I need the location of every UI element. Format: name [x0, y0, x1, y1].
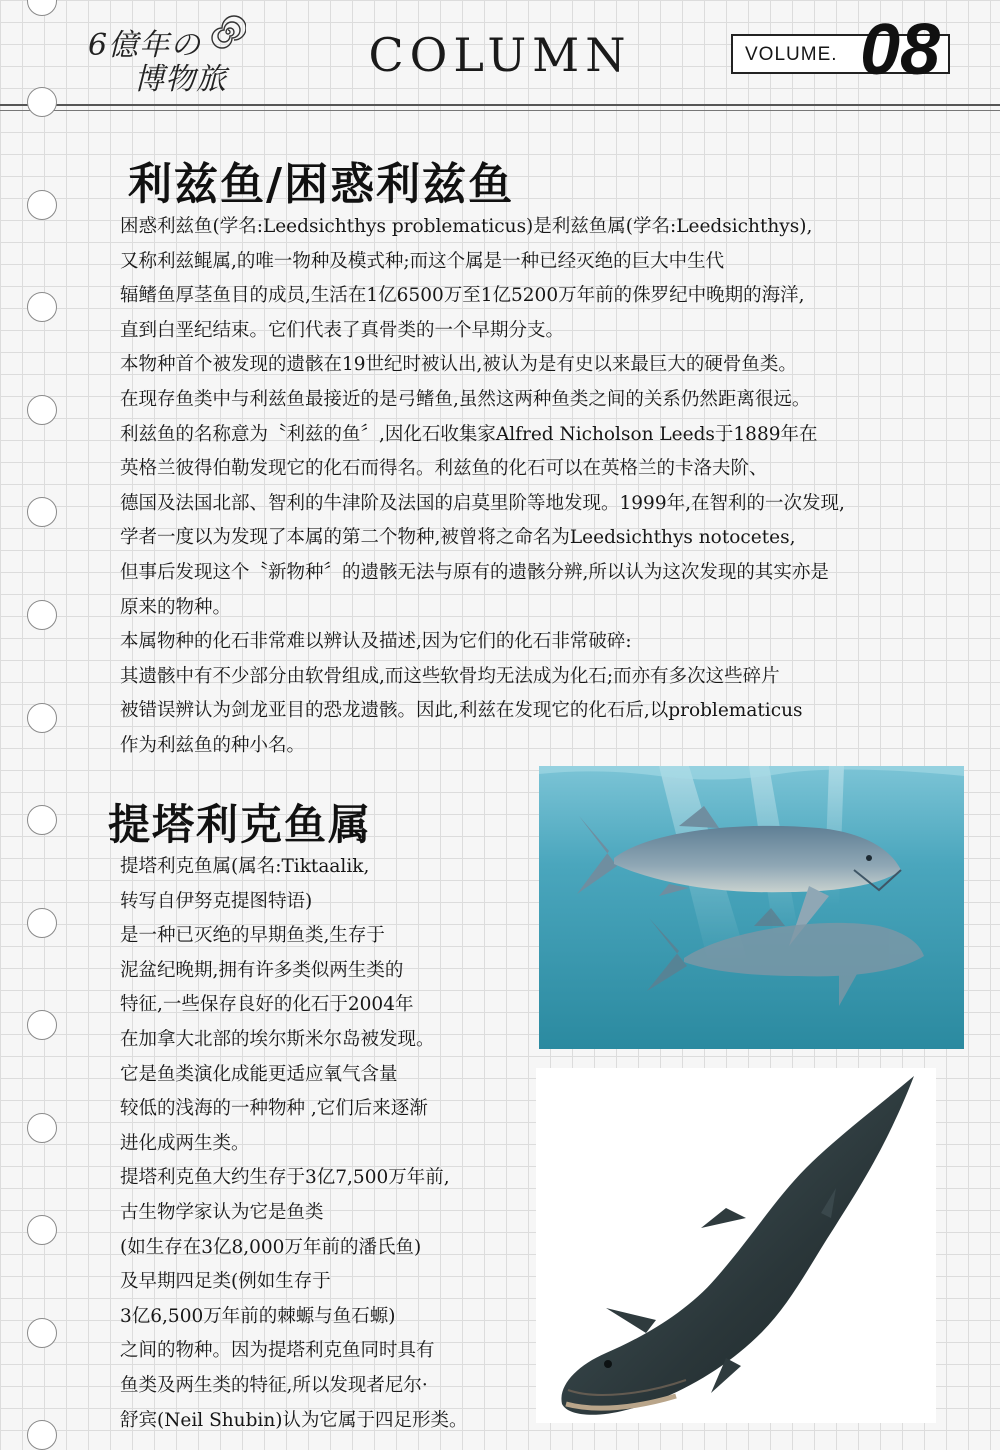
- body-line: 特征,一些保存良好的化石于2004年: [120, 994, 414, 1016]
- column-title: COLUMN: [368, 28, 632, 82]
- tiktaalik-illustration: [536, 1068, 936, 1423]
- body-line: 转写自伊努克提图特语): [120, 890, 313, 912]
- volume-number: 08: [860, 10, 941, 90]
- section-heading-leedsichthys: 利兹鱼/困惑利兹鱼: [128, 159, 515, 210]
- body-line: 直到白垩纪结束。它们代表了真骨类的一个早期分支。: [120, 319, 565, 341]
- binder-hole: [27, 805, 57, 835]
- binder-hole: [27, 1010, 57, 1040]
- body-line: 英格兰彼得伯勒发现它的化石而得名。利兹鱼的化石可以在英格兰的卡洛夫阶、: [120, 458, 768, 480]
- body-line: 是一种已灭绝的早期鱼类,生存于: [120, 925, 385, 947]
- binder-hole: [27, 1215, 57, 1245]
- body-line: 之间的物种。因为提塔利克鱼同时具有: [120, 1340, 435, 1362]
- body-line: 提塔利克鱼属(属名:Tiktaalik,: [120, 856, 370, 877]
- body-line: 利兹鱼的名称意为〝利兹的鱼〞,因化石收集家Alfred Nicholson Leeds于1889年在: [120, 423, 818, 445]
- body-line: 被错误辨认为剑龙亚目的恐龙遗骸。因此,利兹在发现它的化石后,以problematicus: [120, 700, 803, 722]
- body-line: 较低的浅海的一种物种 ,它们后来逐渐: [120, 1098, 428, 1120]
- body-line: 德国及法国北部、智利的牛津阶及法国的启莫里阶等地发现。1999年,在智利的一次发现,: [120, 492, 845, 514]
- body-line: 及早期四足类(例如生存于: [120, 1271, 331, 1293]
- leedsichthys-illustration-svg: [539, 766, 964, 1049]
- binder-hole: [27, 1318, 57, 1348]
- logo-text-line1: 6億年の: [88, 28, 202, 63]
- body-line: 又称利兹鲲属,的唯一物种及模式种;而这个属是一种已经灭绝的巨大中生代: [120, 250, 725, 272]
- body-line: 舒宾(Neil Shubin)认为它属于四足形类。: [120, 1409, 468, 1431]
- section-heading-tiktaalik: 提塔利克鱼属: [108, 800, 373, 849]
- body-line: 在现存鱼类中与利兹鱼最接近的是弓鳍鱼,虽然这两种鱼类之间的关系仍然距离很远。: [120, 388, 811, 410]
- binder-hole: [27, 292, 57, 322]
- binder-hole: [27, 497, 57, 527]
- binder-hole: [27, 1113, 57, 1143]
- body-line: 学者一度以为发现了本属的第二个物种,被曾将之命名为Leedsichthys notocetes,: [120, 527, 796, 549]
- body-line: 泥盆纪晚期,拥有许多类似两生类的: [120, 959, 404, 981]
- body-line: 辐鳍鱼厚茎鱼目的成员,生活在1亿6500万至1亿5200万年前的侏罗纪中晚期的海洋,: [120, 285, 805, 307]
- body-line: 进化成两生类。: [120, 1132, 250, 1154]
- body-line: 困惑利兹鱼(学名:Leedsichthys problematicus)是利兹鱼属(学名:Leedsichthys),: [120, 216, 813, 237]
- binder-hole: [27, 395, 57, 425]
- binder-hole: [27, 600, 57, 630]
- logo-text-line2: 博物旅: [134, 62, 227, 97]
- body-line: 其遗骸中有不少部分由软骨组成,而这些软骨均无法成为化石;而亦有多次这些碎片: [120, 665, 780, 687]
- body-line: 它是鱼类演化成能更适应氧气含量: [120, 1063, 398, 1085]
- body-line: 鱼类及两生类的特征,所以发现者尼尔·: [120, 1374, 428, 1396]
- tiktaalik-body: [120, 850, 467, 1438]
- body-line: 在加拿大北部的埃尔斯米尔岛被发现。: [120, 1028, 435, 1050]
- body-line: 原来的物种。: [120, 596, 232, 618]
- body-line: 古生物学家认为它是鱼类: [120, 1201, 324, 1223]
- binder-hole: [27, 1420, 57, 1450]
- body-line: 3亿6,500万年前的棘螈与鱼石螈): [120, 1305, 396, 1327]
- binder-hole: [27, 190, 57, 220]
- body-line: 本属物种的化石非常难以辨认及描述,因为它们的化石非常破碎:: [120, 631, 632, 653]
- tiktaalik-illustration-svg: [536, 1068, 936, 1423]
- sea-background: [539, 766, 964, 1049]
- binder-hole: [27, 87, 57, 117]
- body-line: 但事后发现这个〝新物种〞的遗骸无法与原有的遗骸分辨,所以认为这次发现的其实亦是: [120, 561, 829, 583]
- body-line: 提塔利克鱼大约生存于3亿7,500万年前,: [120, 1167, 450, 1189]
- binder-hole: [27, 908, 57, 938]
- body-line: (如生存在3亿8,000万年前的潘氏鱼): [120, 1236, 422, 1258]
- leedsichthys-body: [120, 210, 845, 764]
- leedsichthys-illustration: [539, 766, 964, 1049]
- header-divider-thin: [0, 110, 1000, 111]
- page-header: [0, 0, 1000, 112]
- header-divider: [0, 104, 1000, 106]
- volume-label: VOLUME.: [745, 44, 838, 65]
- body-line: 本物种首个被发现的遗骸在19世纪时被认出,被认为是有史以来最巨大的硬骨鱼类。: [120, 354, 797, 376]
- binder-hole: [27, 703, 57, 733]
- body-line: 作为利兹鱼的种小名。: [120, 734, 306, 756]
